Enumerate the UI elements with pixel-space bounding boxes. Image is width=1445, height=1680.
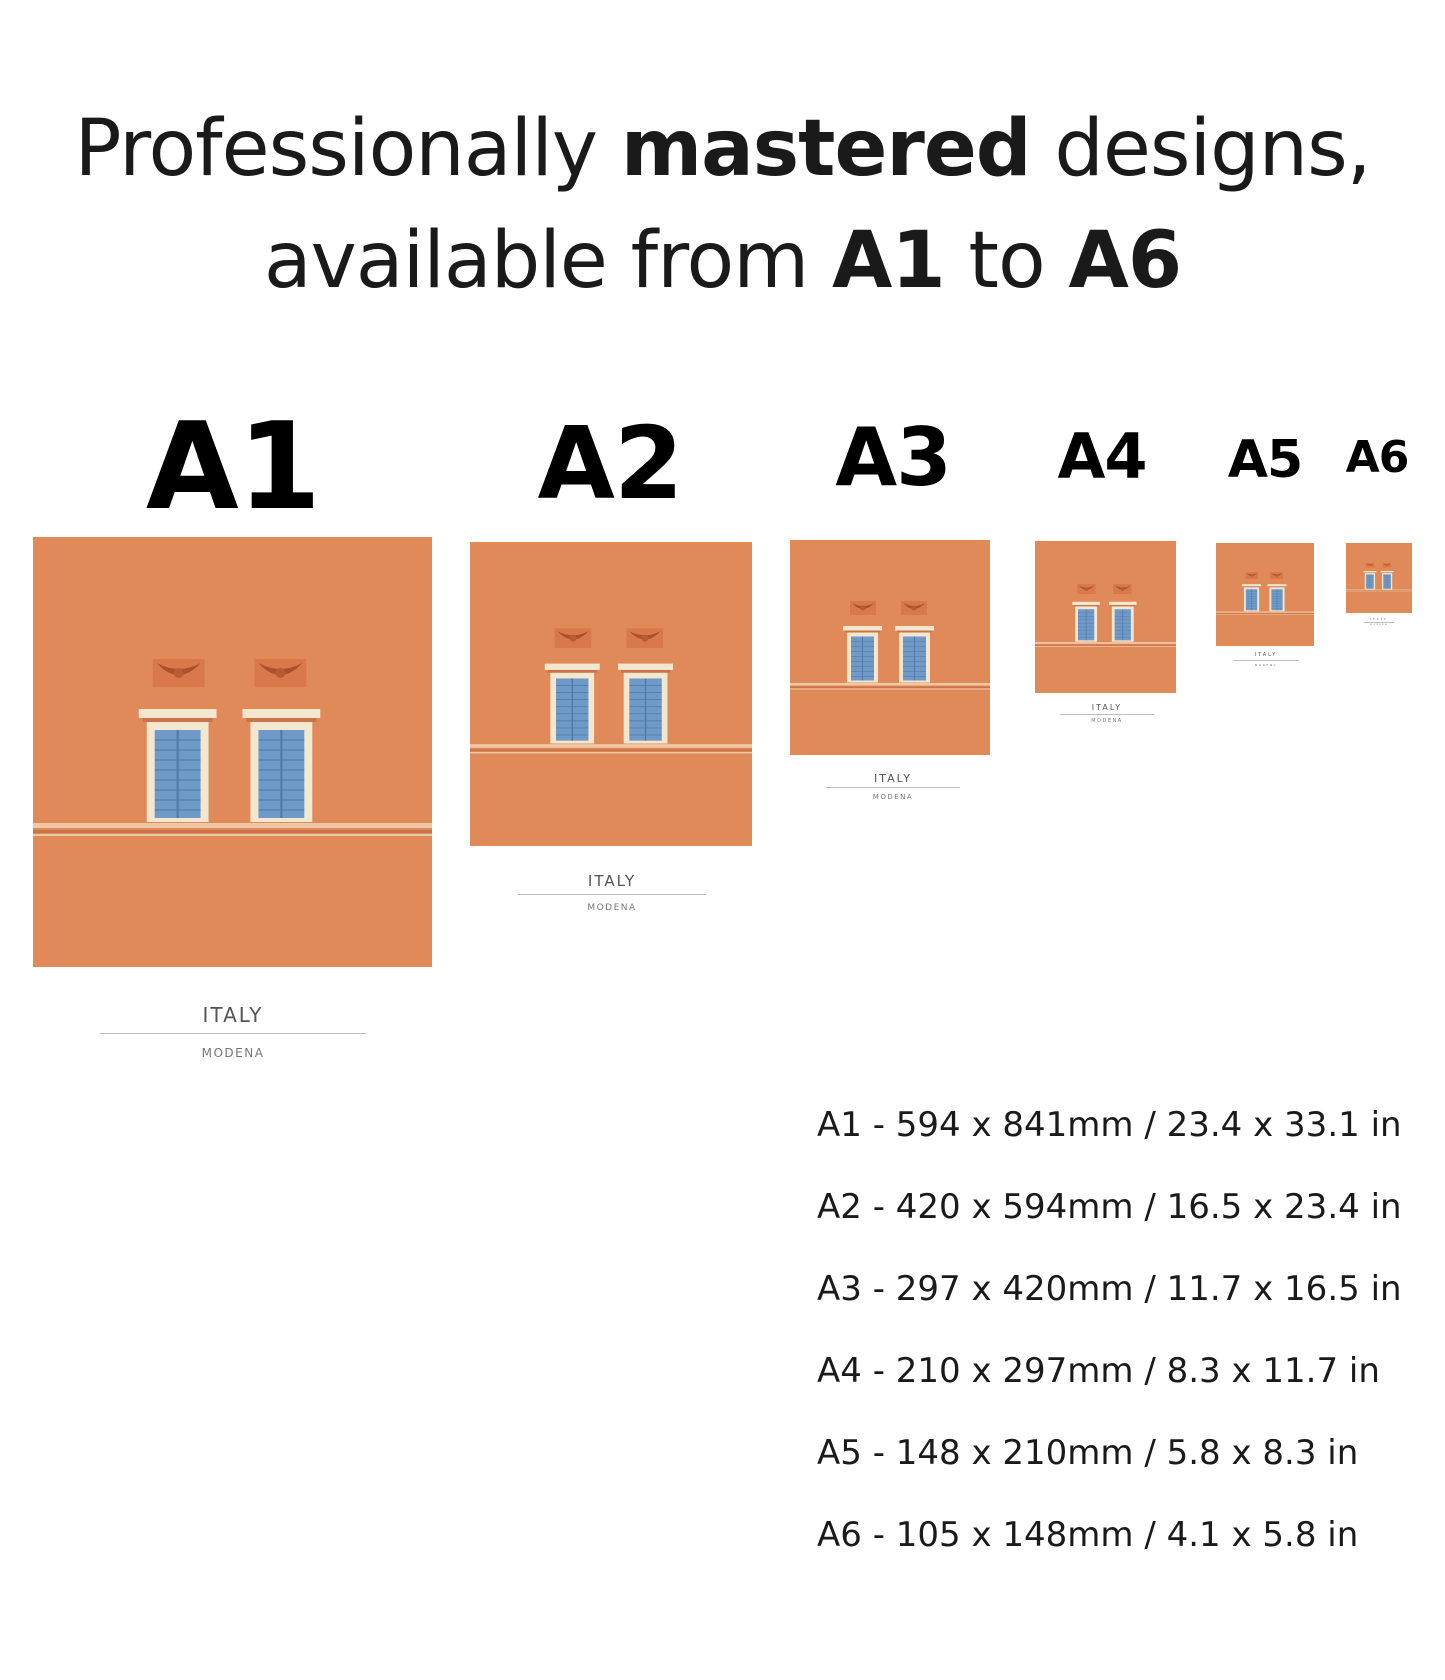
- caption-divider: [826, 787, 960, 788]
- caption-country: ITALY: [1254, 652, 1278, 658]
- caption-city: MODENA: [1091, 718, 1123, 724]
- poster-a6: [1346, 543, 1412, 613]
- spec-row-a2: A2 - 420 x 594mm / 16.5 x 23.4 in: [817, 1187, 1402, 1227]
- poster-a4: [1035, 541, 1176, 693]
- spec-row-a6: A6 - 105 x 148mm / 4.1 x 5.8 in: [817, 1515, 1359, 1555]
- caption-country: ITALY: [873, 772, 913, 785]
- facade-artwork: [1035, 541, 1176, 693]
- headline-text: Professionally: [74, 104, 621, 194]
- headline-text: to: [944, 216, 1069, 306]
- headline-line-1: [0, 104, 1445, 194]
- caption-a5: [1233, 652, 1299, 667]
- caption-country: ITALY: [1370, 617, 1388, 621]
- facade-artwork: [33, 537, 432, 967]
- caption-divider: [1233, 660, 1299, 661]
- caption-country: ITALY: [587, 872, 637, 890]
- size-label-a5: A5: [1227, 430, 1303, 490]
- facade-artwork: [1216, 543, 1314, 646]
- caption-city: MODENA: [201, 1046, 265, 1060]
- caption-divider: [1364, 622, 1394, 623]
- poster-a3: [790, 540, 990, 755]
- headline-line-2: [0, 216, 1445, 306]
- caption-city: MODENA: [1370, 624, 1388, 626]
- caption-a3: [826, 772, 960, 801]
- spec-row-a3: A3 - 297 x 420mm / 11.7 x 16.5 in: [817, 1269, 1402, 1309]
- spec-row-a1: A1 - 594 x 841mm / 23.4 x 33.1 in: [817, 1105, 1402, 1145]
- caption-city: MODENA: [872, 793, 914, 801]
- headline-emphasis: mastered: [620, 104, 1031, 194]
- size-label-a1: A1: [145, 398, 321, 537]
- poster-a2: [470, 542, 752, 846]
- facade-artwork: [470, 542, 752, 846]
- caption-a4: [1060, 703, 1154, 724]
- facade-artwork: [1346, 543, 1412, 613]
- caption-city: MODENA: [587, 903, 637, 913]
- caption-country: ITALY: [1091, 703, 1123, 712]
- spec-row-a5: A5 - 148 x 210mm / 5.8 x 8.3 in: [817, 1433, 1359, 1473]
- size-label-a3: A3: [835, 411, 951, 504]
- headline-emphasis: A6: [1068, 216, 1182, 306]
- headline-text: available from: [263, 216, 832, 306]
- headline-text: designs,: [1030, 104, 1371, 194]
- caption-divider: [518, 894, 706, 895]
- caption-a2: [518, 872, 706, 913]
- facade-artwork: [790, 540, 990, 755]
- caption-a1: [100, 1003, 366, 1060]
- size-label-a4: A4: [1057, 420, 1147, 493]
- size-specs-list: [817, 1095, 1402, 1587]
- spec-row-a4: A4 - 210 x 297mm / 8.3 x 11.7 in: [817, 1351, 1380, 1391]
- caption-divider: [100, 1033, 366, 1034]
- caption-divider: [1060, 714, 1154, 715]
- size-label-a6: A6: [1345, 432, 1409, 483]
- headline-emphasis: A1: [831, 216, 945, 306]
- caption-country: ITALY: [202, 1003, 264, 1027]
- poster-a5: [1216, 543, 1314, 646]
- caption-a6: [1364, 617, 1394, 626]
- caption-city: MODENA: [1254, 663, 1278, 667]
- size-label-a2: A2: [537, 405, 683, 522]
- poster-a1: [33, 537, 432, 967]
